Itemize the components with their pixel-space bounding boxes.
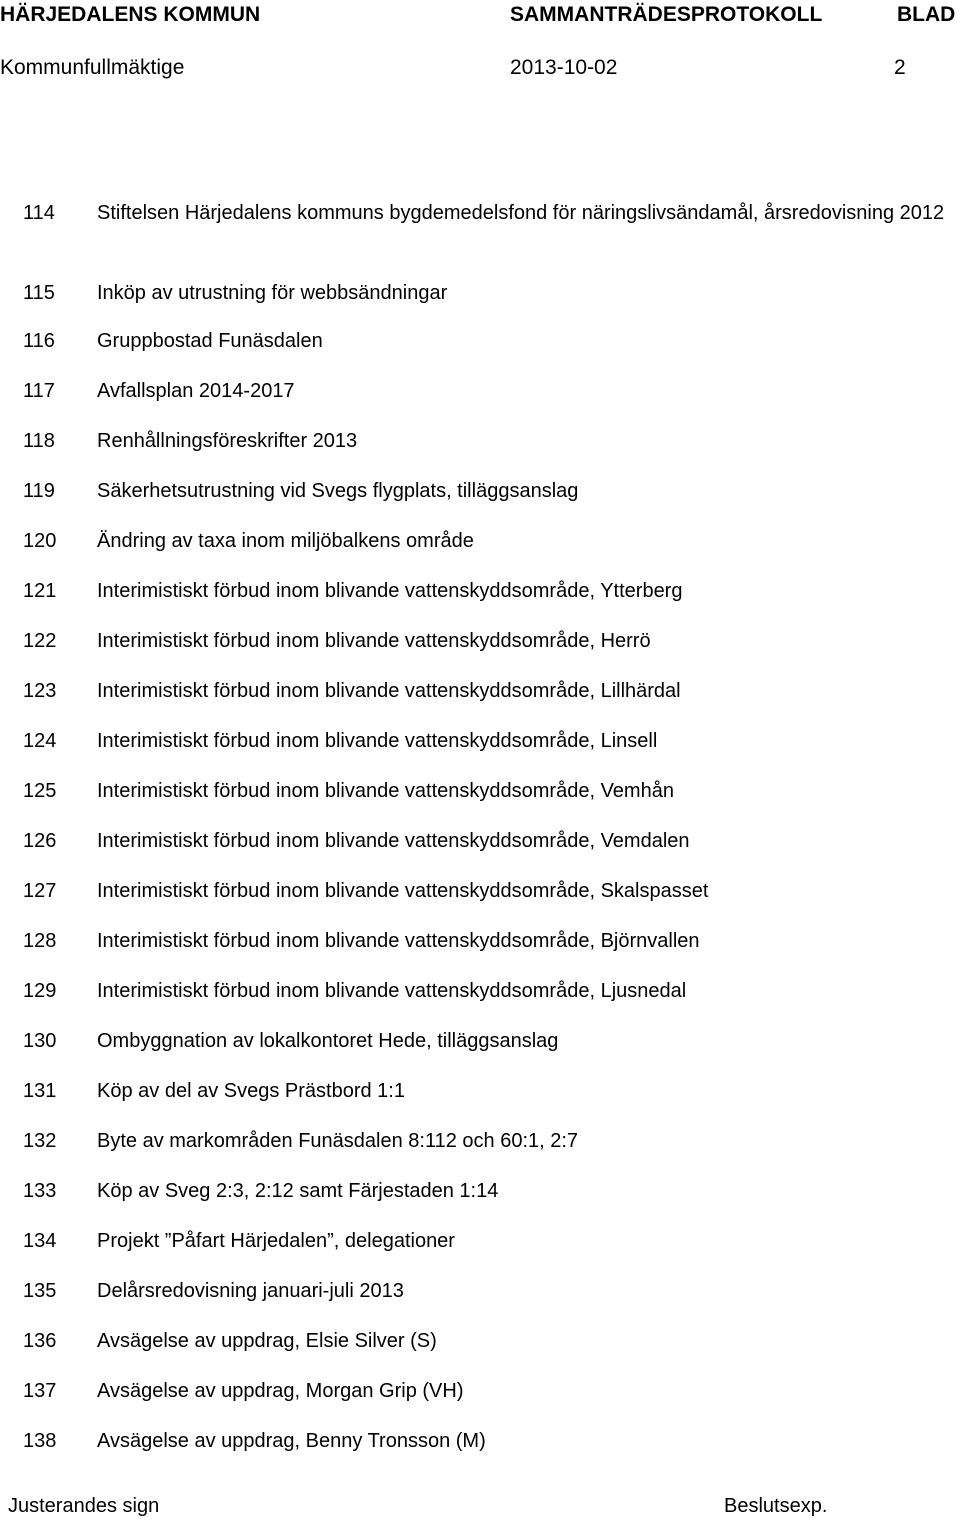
agenda-item-title: Interimistiskt förbud inom blivande vattenskyddsområde, Vemhån — [97, 780, 674, 802]
agenda-item-number: 138 — [23, 1430, 57, 1452]
agenda-item-number: 117 — [23, 380, 55, 402]
agenda-item-number: 124 — [23, 730, 57, 752]
agenda-item-title: Stiftelsen Härjedalens kommuns bygdemedelsfond för näringslivsändamål, årsredovisning 2012 — [97, 202, 945, 224]
agenda-item-title: Avsägelse av uppdrag, Benny Tronsson (M) — [97, 1430, 486, 1452]
agenda-item-title: Köp av del av Svegs Prästbord 1:1 — [97, 1080, 405, 1102]
agenda-item-number: 128 — [23, 930, 57, 952]
agenda-item-title: Avfallsplan 2014-2017 — [97, 380, 295, 402]
agenda-item-number: 132 — [23, 1130, 57, 1152]
document-type: SAMMANTRÄDESPROTOKOLL — [510, 3, 823, 26]
agenda-item-number: 120 — [23, 530, 57, 552]
page-number: 2 — [894, 56, 906, 79]
agenda-item-title: Ändring av taxa inom miljöbalkens område — [97, 530, 474, 552]
municipality-name: HÄRJEDALENS KOMMUN — [0, 3, 261, 26]
agenda-item-title: Interimistiskt förbud inom blivande vattenskyddsområde, Herrö — [97, 630, 651, 652]
agenda-item-number: 129 — [23, 980, 57, 1002]
agenda-item-title: Interimistiskt förbud inom blivande vattenskyddsområde, Ytterberg — [97, 580, 683, 602]
agenda-item-number: 123 — [23, 680, 57, 702]
agenda-item-number: 119 — [23, 480, 55, 502]
agenda-item-number: 127 — [23, 880, 57, 902]
agenda-item-number: 118 — [23, 430, 55, 452]
blad-label: BLAD — [897, 3, 956, 26]
agenda-item-number: 125 — [23, 780, 57, 802]
agenda-item-number: 137 — [23, 1380, 57, 1402]
agenda-item-number: 134 — [23, 1230, 57, 1252]
agenda-item-title: Gruppbostad Funäsdalen — [97, 330, 323, 352]
agenda-item-title: Interimistiskt förbud inom blivande vattenskyddsområde, Björnvallen — [97, 930, 700, 952]
agenda-item-number: 121 — [23, 580, 57, 602]
agenda-item-number: 116 — [23, 330, 55, 352]
agenda-item-number: 135 — [23, 1280, 57, 1302]
agenda-item-title: Säkerhetsutrustning vid Svegs flygplats, tilläggsanslag — [97, 480, 579, 502]
agenda-item-number: 131 — [23, 1080, 57, 1102]
agenda-item-title: Ombyggnation av lokalkontoret Hede, tilläggsanslag — [97, 1030, 559, 1052]
agenda-item-title: Byte av markområden Funäsdalen 8:112 och 60:1, 2:7 — [97, 1130, 579, 1152]
agenda-item-title: Delårsredovisning januari-juli 2013 — [97, 1280, 404, 1302]
agenda-item-number: 115 — [23, 282, 55, 304]
agenda-item-title: Interimistiskt förbud inom blivande vattenskyddsområde, Lillhärdal — [97, 680, 681, 702]
agenda-item-title: Interimistiskt förbud inom blivande vattenskyddsområde, Ljusnedal — [97, 980, 687, 1002]
agenda-item-title: Inköp av utrustning för webbsändningar — [97, 282, 448, 304]
footer-justerandes-sign: Justerandes sign — [8, 1495, 160, 1517]
agenda-item-number: 130 — [23, 1030, 57, 1052]
meeting-date: 2013-10-02 — [510, 56, 618, 79]
agenda-item-title: Interimistiskt förbud inom blivande vattenskyddsområde, Linsell — [97, 730, 658, 752]
agenda-item-title: Renhållningsföreskrifter 2013 — [97, 430, 358, 452]
agenda-item-title: Avsägelse av uppdrag, Morgan Grip (VH) — [97, 1380, 464, 1402]
agenda-item-title: Projekt ”Påfart Härjedalen”, delegationer — [97, 1230, 455, 1252]
footer-beslutsexp: Beslutsexp. — [724, 1495, 828, 1517]
agenda-item-number: 122 — [23, 630, 57, 652]
agenda-item-number: 133 — [23, 1180, 57, 1202]
agenda-item-title: Interimistiskt förbud inom blivande vattenskyddsområde, Vemdalen — [97, 830, 690, 852]
agenda-item-number: 126 — [23, 830, 57, 852]
agenda-item-title: Avsägelse av uppdrag, Elsie Silver (S) — [97, 1330, 437, 1352]
body-name: Kommunfullmäktige — [0, 56, 185, 79]
agenda-item-number: 114 — [23, 202, 55, 224]
agenda-item-number: 136 — [23, 1330, 57, 1352]
agenda-item-title: Köp av Sveg 2:3, 2:12 samt Färjestaden 1:14 — [97, 1180, 499, 1202]
agenda-item-title: Interimistiskt förbud inom blivande vattenskyddsområde, Skalspasset — [97, 880, 709, 902]
